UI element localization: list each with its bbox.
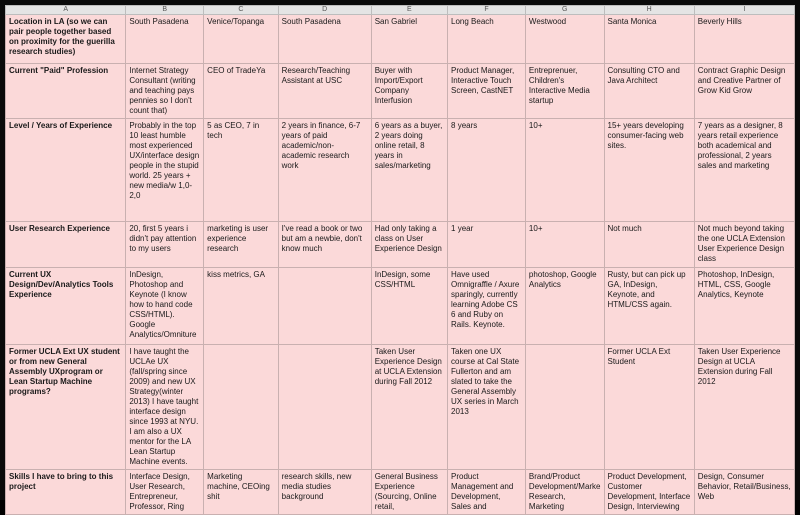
table-row: [6, 64, 795, 119]
table-row: [6, 119, 795, 222]
cell-text: Not much: [607, 224, 642, 233]
table-cell[interactable]: [694, 470, 794, 515]
row-label-cell[interactable]: [6, 345, 126, 470]
table-cell[interactable]: [525, 64, 604, 119]
table-cell[interactable]: [204, 119, 278, 222]
column-header-row: [6, 6, 795, 15]
cell-text: InDesign, some CSS/HTML: [374, 270, 433, 289]
row-label-text: Current "Paid" Profession: [9, 66, 109, 75]
table-cell[interactable]: [694, 222, 794, 268]
table-row: [6, 15, 795, 64]
cell-text: Santa Monica: [607, 17, 657, 26]
table-cell[interactable]: [278, 119, 371, 222]
cell-text: I've read a book or two but am a newbie, don't know much: [281, 224, 365, 253]
cell-text: San Gabriel: [374, 17, 417, 26]
table-cell[interactable]: [525, 222, 604, 268]
table-cell[interactable]: [604, 64, 694, 119]
table-cell[interactable]: [126, 64, 204, 119]
table-cell[interactable]: [694, 268, 794, 345]
cell-text: 5 as CEO, 7 in tech: [207, 121, 262, 140]
table-cell[interactable]: [278, 64, 371, 119]
column-header-i[interactable]: I: [694, 6, 794, 15]
cell-text: Venice/Topanga: [207, 17, 265, 26]
cell-text: Beverly Hills: [697, 17, 742, 26]
cell-text: Product Management and Development, Sales and: [451, 472, 516, 511]
cell-text: Research/Teaching Assistant at USC: [281, 66, 352, 85]
row-label-cell[interactable]: [6, 470, 126, 515]
cell-text: Taken one UX course at Cal State Fullerton and am slated to take the General Assembly UX series in March 2013: [451, 347, 522, 416]
row-label-text: Location in LA (so we can pair people together based on proximity for the guerilla research studies): [9, 17, 118, 56]
column-header-h[interactable]: H: [604, 6, 694, 15]
table-cell[interactable]: [525, 119, 604, 222]
row-label-cell[interactable]: [6, 222, 126, 268]
table-cell[interactable]: [371, 64, 447, 119]
table-cell[interactable]: [371, 119, 447, 222]
cell-text: Taken User Experience Design at UCLA Extension during Fall 2012: [374, 347, 445, 386]
cell-text: I have taught the UCLAe UX (fall/spring since 2009) and new UX Strategy(winter 2013) I have taught interface design since 1993 at NYU. I am also a UX mentor for the LA Lean Startup Machine events.: [129, 347, 201, 466]
cell-text: 7 years as a designer, 8 years retail experience both academical and professional, 2 years sales and marketing: [697, 121, 785, 170]
cell-text: Buyer with Import/Export Company Interfusion: [374, 66, 425, 105]
cell-text: South Pasadena: [281, 17, 341, 26]
spreadsheet-grid: [5, 5, 795, 515]
cell-text: CEO of TradeYa: [207, 66, 266, 75]
cell-text: Marketing machine, CEOing shit: [207, 472, 273, 501]
table-row: [6, 268, 795, 345]
cell-text: Probably in the top 10 least humble most experienced UX/interface design people in the stupid world. 25 years + new media/w 1,0-2,0: [129, 121, 202, 200]
table-cell[interactable]: [694, 64, 794, 119]
table-cell[interactable]: [604, 222, 694, 268]
cell-text: South Pasadena: [129, 17, 189, 26]
row-label-cell[interactable]: [6, 15, 126, 64]
cell-text: Brand/Product Development/Marke Research, Marketing: [528, 472, 603, 511]
table-cell[interactable]: [525, 345, 604, 470]
cell-text: 8 years: [451, 121, 478, 130]
cell-text: Not much beyond taking the one UCLA Extension User Experience Design class: [697, 224, 788, 263]
table-cell[interactable]: [278, 470, 371, 515]
table-cell[interactable]: [525, 15, 604, 64]
cell-text: 10+: [528, 224, 543, 233]
table-cell[interactable]: [604, 15, 694, 64]
table-cell[interactable]: [126, 119, 204, 222]
row-label-cell[interactable]: [6, 268, 126, 345]
table-cell[interactable]: [204, 222, 278, 268]
table-cell[interactable]: [278, 15, 371, 64]
table-cell[interactable]: [126, 268, 204, 345]
cell-text: Product Manager, Interactive Touch Screen, CastNET: [451, 66, 517, 95]
column-header-e[interactable]: E: [371, 6, 447, 15]
table-cell[interactable]: [371, 345, 447, 470]
table-cell[interactable]: [126, 470, 204, 515]
table-cell[interactable]: [525, 470, 604, 515]
cell-text: 2 years in finance, 6-7 years of paid academic/non-academic research work: [281, 121, 363, 170]
table-cell[interactable]: [525, 268, 604, 345]
cell-text: 15+ years developing consumer-facing web sites.: [607, 121, 687, 150]
table-cell[interactable]: [204, 15, 278, 64]
cell-text: Contract Graphic Design and Creative Partner of Grow Kid Grow: [697, 66, 788, 95]
table-row: [6, 222, 795, 268]
cell-text: InDesign, Photoshop and Keynote (I know how to hand code CSS/HTML). Google Analytics/Omniture: [129, 270, 197, 339]
table-cell[interactable]: [448, 15, 526, 64]
row-label-text: Level / Years of Experience: [9, 121, 113, 130]
cell-text: Long Beach: [451, 17, 494, 26]
table-cell[interactable]: [694, 15, 794, 64]
cell-text: General Business Experience (Sourcing, Online retail,: [374, 472, 441, 511]
table-cell[interactable]: [204, 470, 278, 515]
cell-text: Interface Design, User Research, Entrepreneur, Professor, Ring: [129, 472, 193, 511]
row-label-cell[interactable]: [6, 64, 126, 119]
table-cell[interactable]: [448, 222, 526, 268]
table-cell[interactable]: [448, 119, 526, 222]
row-label-text: Former UCLA Ext UX student or from new General Assembly UXprogram or Lean Startup Machine programs?: [9, 347, 123, 396]
cell-text: Had only taking a class on User Experience Design: [374, 224, 442, 253]
row-label-text: Skills I have to bring to this project: [9, 472, 116, 491]
cell-text: Westwood: [528, 17, 567, 26]
cell-text: kiss metrics, GA: [207, 270, 265, 279]
table-cell[interactable]: [126, 15, 204, 64]
table-cell[interactable]: [448, 64, 526, 119]
table-cell[interactable]: [204, 345, 278, 470]
table-row: [6, 345, 795, 470]
cell-text: 1 year: [451, 224, 474, 233]
cell-text: Internet Strategy Consultant (writing and teaching pays pennies so I don't count that): [129, 66, 198, 115]
row-label-text: Current UX Design/Dev/Analytics Tools Experience: [9, 270, 116, 299]
table-cell[interactable]: [278, 268, 371, 345]
cell-text: 20, first 5 years i didn't pay attention to my users: [129, 224, 199, 253]
column-header-c[interactable]: C: [204, 6, 278, 15]
table-cell[interactable]: [371, 222, 447, 268]
table-cell[interactable]: [604, 345, 694, 470]
cell-text: Taken User Experience Design at UCLA Extension during Fall 2012: [697, 347, 783, 386]
cell-text: Product Development, Customer Development, Interface Design, Interviewing: [607, 472, 693, 511]
table-cell[interactable]: [448, 268, 526, 345]
cell-text: Photoshop, InDesign, HTML, CSS, Google Analytics, Keynote: [697, 270, 777, 299]
table-cell[interactable]: [448, 345, 526, 470]
table-cell[interactable]: [278, 222, 371, 268]
table-cell[interactable]: [371, 268, 447, 345]
cell-text: Have used Omnigraffle / Axure sparingly, currently learning Adobe CS 6 and Ruby on Rails. Keynote.: [451, 270, 522, 329]
table-cell[interactable]: [604, 119, 694, 222]
table-cell[interactable]: [278, 345, 371, 470]
row-label-cell[interactable]: [6, 119, 126, 222]
table-cell[interactable]: [126, 222, 204, 268]
table-cell[interactable]: [371, 15, 447, 64]
table-cell[interactable]: [694, 119, 794, 222]
column-header-d[interactable]: D: [278, 6, 371, 15]
cell-text: marketing is user experience research: [207, 224, 271, 253]
column-header-a[interactable]: A: [6, 6, 126, 15]
column-header-f[interactable]: F: [448, 6, 526, 15]
cell-text: research skills, new media studies background: [281, 472, 354, 501]
row-label-text: User Research Experience: [9, 224, 110, 233]
column-header-g[interactable]: G: [525, 6, 604, 15]
table-cell[interactable]: [204, 268, 278, 345]
table-cell[interactable]: [126, 345, 204, 470]
table-row: [6, 470, 795, 515]
cell-text: Design, Consumer Behavior, Retail/Business, Web: [697, 472, 793, 501]
table-cell[interactable]: [694, 345, 794, 470]
cell-text: Former UCLA Ext Student: [607, 347, 673, 366]
column-header-b[interactable]: B: [126, 6, 204, 15]
cell-text: Entreprenuer, Children's Interactive Media startup: [528, 66, 593, 105]
cell-text: 6 years as a buyer, 2 years doing online retail, 8 years in sales/marketing: [374, 121, 445, 170]
table-cell[interactable]: [204, 64, 278, 119]
table-cell[interactable]: [604, 268, 694, 345]
cell-text: Rusty, but can pick up GA, InDesign, Keynote, and HTML/CSS again.: [607, 270, 688, 309]
table-cell[interactable]: [448, 470, 526, 515]
table-cell[interactable]: [604, 470, 694, 515]
cell-text: 10+: [528, 121, 543, 130]
cell-text: photoshop, Google Analytics: [528, 270, 599, 289]
table-cell[interactable]: [371, 470, 447, 515]
cell-text: Consulting CTO and Java Architect: [607, 66, 683, 85]
